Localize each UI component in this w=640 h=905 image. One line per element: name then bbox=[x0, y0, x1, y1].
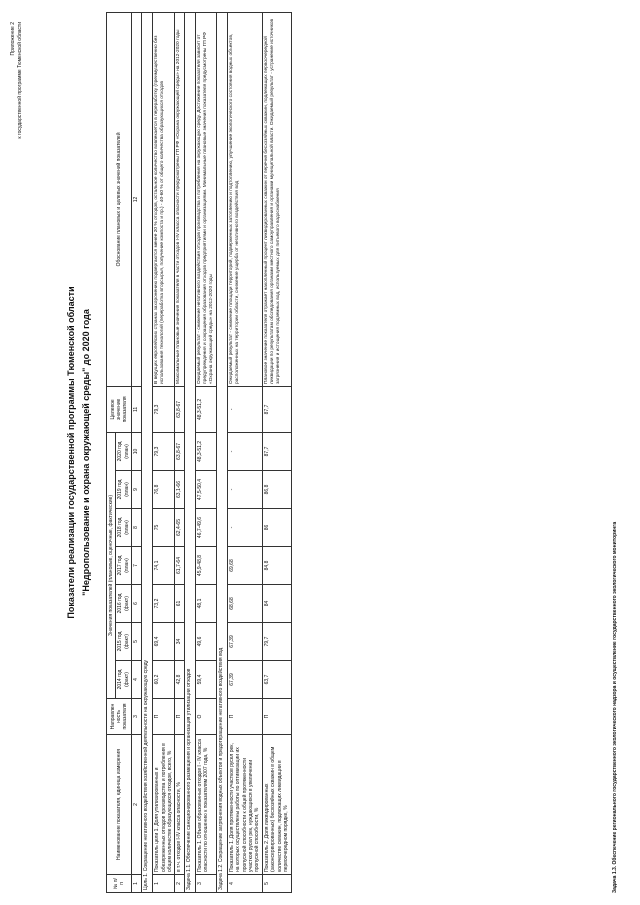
value-2018: 46,7-49,6 bbox=[195, 509, 216, 547]
value-2017: 61,7-64 bbox=[175, 547, 184, 585]
indicator-name: в т.ч. отходов I-IV класса опасности, % bbox=[175, 735, 184, 875]
value-2019: 86,8 bbox=[262, 471, 291, 509]
header-2020: 2020 год (план) bbox=[116, 432, 132, 470]
task-1-2-row bbox=[216, 12, 227, 892]
value-2019: - bbox=[227, 471, 262, 509]
target-value: 79,3 bbox=[153, 386, 175, 432]
value-2017: 74,1 bbox=[153, 547, 175, 585]
value-2017: 84,8 bbox=[262, 547, 291, 585]
header-values-group: Значения показателей (плановые, оценочные, фактические) bbox=[107, 432, 116, 698]
basis-text: В ведущих европейских странах захоронению подвергаются менее 20 % отходов, остальное количество вовлекается в переработку (преимущественно без использования технологий (переработка вторсырья, получение компоста и пр.) - 40-60 % от общего количества образующихся отходов bbox=[153, 12, 175, 386]
header-direction: Направлен ность показателя bbox=[107, 699, 132, 735]
value-2015: 67,39 bbox=[227, 623, 262, 661]
value-2019: 76,8 bbox=[153, 471, 175, 509]
task-1-3-heading: Задача 1.3. Обеспечение регионального государственного экологического надзора и осуществление государственного экологического мониторинга bbox=[612, 521, 618, 893]
colnum: 12 bbox=[132, 12, 142, 386]
task-1-2-heading: Задача 1.2. Сокращение загрязнения водных объектов и предотвращение негативного воздействия вод bbox=[216, 12, 227, 892]
colnum: 2 bbox=[132, 735, 142, 875]
header-2019: 2019 год (план) bbox=[116, 471, 132, 509]
value-2017: 69,68 bbox=[227, 547, 262, 585]
value-2020: - bbox=[227, 432, 262, 470]
indicator-name: Показатель 1. Объем образованных отходов I - IV класса опасности по отношению к показателям 2007 года, % bbox=[195, 735, 216, 875]
value-2016: 84 bbox=[262, 585, 291, 623]
value-2015: 34 bbox=[175, 623, 184, 661]
value-2019: 63,1-66 bbox=[175, 471, 184, 509]
value-2016: 61 bbox=[175, 585, 184, 623]
value-2018: 62,4-65 bbox=[175, 509, 184, 547]
row-num: 2 bbox=[175, 875, 184, 893]
colnum: 11 bbox=[132, 386, 142, 432]
indicator-name: Показатель 1. Доля протяженности участков русел рек, на которых осуществлены работы по оптимизации их пропускной способности к общей протяженности участков русел рек, нуждающихся в увеличении пропускной способности, % bbox=[227, 735, 262, 875]
task-1-1-row bbox=[184, 12, 195, 892]
value-2014: 42,8 bbox=[175, 661, 184, 699]
colnum: 7 bbox=[132, 547, 142, 585]
value-2016: 73,2 bbox=[153, 585, 175, 623]
basis-text: Плановое значение показателя отражает накопленный процент ликвидированных скважин от перечня бесхозяйных скважин, подлежащих первоочередной ликвидации по результатам обследования органами местного самоуправления и органами муниципальной власти. Ожидаемый результат - устранение источников загрязнения и истощения подземных вод, используемых для питьевого водоснабжения bbox=[262, 12, 291, 386]
value-2018: 86 bbox=[262, 509, 291, 547]
approval-note bbox=[10, 22, 24, 242]
indicator-name: Показатель 2. Доля ликвидированных (законсервированных) бесхозяйных скважин в общем количестве скважин, подлежащих ликвидации в первоочередном порядке, % bbox=[262, 735, 291, 875]
colnum: 8 bbox=[132, 509, 142, 547]
header-2017: 2017 год (план) bbox=[116, 547, 132, 585]
target-value: 87,7 bbox=[262, 386, 291, 432]
row-num: 1 bbox=[153, 875, 175, 893]
basis-text: Максимальные плановые значения показателя в части отходов I-IV класса опасности предусмотрены ГП РФ «Охрана окружающей среды» на 2012-2020 годы bbox=[175, 12, 184, 386]
value-2019: 47,5-50,4 bbox=[195, 471, 216, 509]
colnum: 1 bbox=[132, 875, 142, 893]
row-num: 4 bbox=[227, 875, 262, 893]
value-2016: 68,68 bbox=[227, 585, 262, 623]
basis-text: Ожидаемый результат - снижение площади территорий, подверженных затоплению и подтоплению, улучшение экологического состояния водных объектов, расположенных на территории области, снижение ущерба от негативного воздействия вод bbox=[227, 12, 262, 386]
colnum: 5 bbox=[132, 623, 142, 661]
value-2014: 63,7 bbox=[262, 661, 291, 699]
indicators-table bbox=[106, 12, 292, 893]
header-name: Наименование показателя, единица измерения bbox=[107, 735, 132, 875]
header-num: № п/п bbox=[107, 875, 132, 893]
value-2018: - bbox=[227, 509, 262, 547]
header-2016: 2016 год (факт) bbox=[116, 585, 132, 623]
value-2015: 49,6 bbox=[195, 623, 216, 661]
colnum: 3 bbox=[132, 699, 142, 735]
task-1-1-heading: Задача 1.1. Обеспечение санкционированного размещения и организация утилизации отходов bbox=[184, 12, 195, 892]
value-2017: 45,9-48,8 bbox=[195, 547, 216, 585]
colnum: 6 bbox=[132, 585, 142, 623]
value-2015: 79,7 bbox=[262, 623, 291, 661]
target-value: - bbox=[227, 386, 262, 432]
direction: П bbox=[227, 699, 262, 735]
document-subtitle: "Недропользование и охрана окружающей среды" до 2020 года bbox=[81, 309, 91, 596]
target-value: 48,3-51,2 bbox=[195, 386, 216, 432]
header-basis: Обоснование плановых и целевых значений показателей bbox=[107, 12, 132, 386]
value-2014: 67,39 bbox=[227, 661, 262, 699]
value-2015: 69,4 bbox=[153, 623, 175, 661]
header-2014: 2014 год (факт) bbox=[116, 661, 132, 699]
value-2016: 48,1 bbox=[195, 585, 216, 623]
row-num: 5 bbox=[262, 875, 291, 893]
colnum: 9 bbox=[132, 471, 142, 509]
colnum: 4 bbox=[132, 661, 142, 699]
table-row bbox=[227, 12, 262, 892]
document-title: Показатели реализации государственной программы Тюменской области bbox=[66, 286, 76, 619]
approval-line-1: Приложение 2 bbox=[10, 22, 16, 56]
value-2018: 75 bbox=[153, 509, 175, 547]
table-row bbox=[175, 12, 184, 892]
value-2020: 79,3 bbox=[153, 432, 175, 470]
header-2018: 2018 год (план) bbox=[116, 509, 132, 547]
table-row bbox=[195, 12, 216, 892]
header-2015: 2015 год (факт) bbox=[116, 623, 132, 661]
direction: О bbox=[195, 699, 216, 735]
column-number-row bbox=[132, 12, 142, 892]
value-2020: 48,3-51,2 bbox=[195, 432, 216, 470]
colnum: 10 bbox=[132, 432, 142, 470]
goal-1-row bbox=[142, 12, 153, 892]
table-row bbox=[153, 12, 175, 892]
value-2014: 59,4 bbox=[195, 661, 216, 699]
target-value: 63,8-67 bbox=[175, 386, 184, 432]
basis-text: Ожидаемый результат - снижение негативного воздействия отходов производства и потребления на окружающую среду. Достижение показателя зависит от предупреждения и сокращения образования отходов предприятиями и организациями. Минимальные плановые значения показателя предусмотрены ГП РФ «Охрана окружающей среды» на 2012-2020 годы bbox=[195, 12, 216, 386]
indicator-name: Показатель цели 1. Доля утилизированных и обезвреженных отходов производства и потребления в общем количестве образующихся отходов, всего, % bbox=[153, 735, 175, 875]
direction: П bbox=[262, 699, 291, 735]
table-row bbox=[262, 12, 291, 892]
value-2020: 87,7 bbox=[262, 432, 291, 470]
row-num: 3 bbox=[195, 875, 216, 893]
goal-1-heading: Цель 1. Сокращение негативного воздействия хозяйственной деятельности на окружающую среду bbox=[142, 12, 153, 892]
value-2020: 63,8-67 bbox=[175, 432, 184, 470]
value-2014: 60,2 bbox=[153, 661, 175, 699]
approval-line-2: к государственной программе Тюменской области bbox=[17, 22, 23, 139]
direction: П bbox=[175, 699, 184, 735]
direction: П bbox=[153, 699, 175, 735]
header-target: Целевое значение показателя bbox=[107, 386, 132, 432]
